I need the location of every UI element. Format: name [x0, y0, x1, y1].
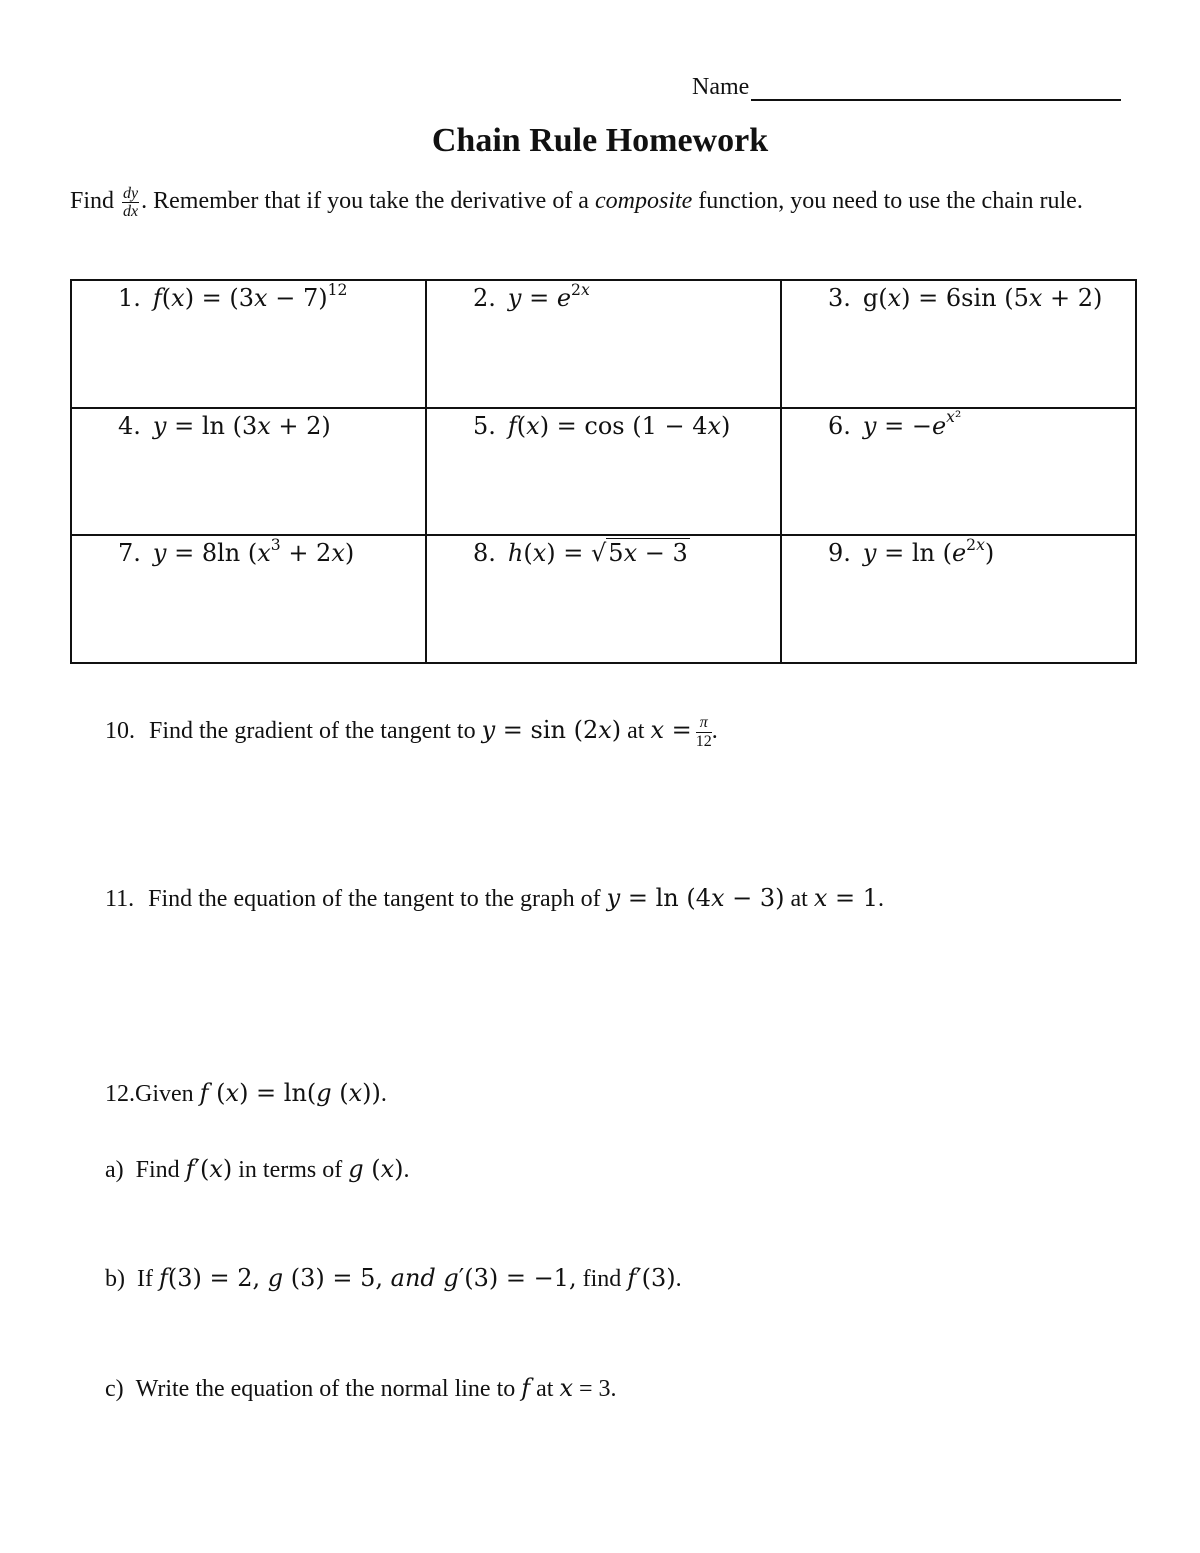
problem-cell-5[interactable]: 5. 𝑓(𝑥) = cos (1 − 4𝑥)	[426, 408, 781, 536]
question-11: 11. Find the equation of the tangent to the graph of 𝑦 = ln (4𝑥 − 3) at 𝑥 = 1.	[105, 884, 885, 912]
problem-expr: 𝑓(𝑥) = cos (1 − 4𝑥)	[507, 411, 731, 440]
problem-cell-4[interactable]: 4. 𝑦 = ln (3𝑥 + 2)	[71, 408, 426, 536]
problem-expr: ℎ(𝑥) =	[507, 539, 591, 568]
problem-cell-7[interactable]: 7. 𝑦 = 8ln (𝑥$^3$ + 2𝑥)	[71, 535, 426, 663]
problem-expr: 𝑓(𝑥) = (3𝑥 − 7)	[152, 284, 328, 312]
pi-over-12-fraction: $\frac{\pi}{12}$	[695, 714, 712, 750]
problem-cell-8[interactable]: 8. ℎ(𝑥) = √5𝑥 − 3	[426, 535, 781, 663]
problem-expr: 𝑦 = −𝑒	[862, 411, 947, 440]
problem-grid	[70, 279, 1137, 664]
problem-expr: 𝑦 = 𝑒	[507, 284, 572, 312]
name-field[interactable]	[692, 74, 1121, 101]
page-title: Chain Rule Homework	[431, 122, 769, 159]
square-root: √5𝑥 − 3	[591, 539, 688, 568]
problem-expr: 𝑦 = ln (𝑒	[862, 539, 967, 568]
problem-cell-3[interactable]: 3. g(𝑥) = 6sin (5𝑥 + 2)	[781, 280, 1136, 408]
instructions: Find $\frac{dy}{dx}$ . Remember that if you take the derivative of a composite function, you need to use the chain rule.	[70, 184, 1083, 220]
problem-cell-6[interactable]: 6. 𝑦 = −𝑒$^{𝑥^2}$	[781, 408, 1136, 536]
problem-cell-2[interactable]: 2. 𝑦 = 𝑒$^{2𝑥}$	[426, 280, 781, 408]
question-10: 10. Find the gradient of the tangent to 𝑦 = sin (2𝑥) at 𝑥 = $\frac{\pi}{12}$ .	[105, 714, 718, 750]
question-12b: b) If 𝑓(3) = 2, 𝑔 (3) = 5, 𝑎𝑛𝑑 𝑔′(3) = −1, find 𝑓′(3).	[105, 1264, 682, 1292]
question-12: 12.Given 𝑓 (𝑥) = ln(𝑔 (𝑥)).	[105, 1079, 387, 1107]
question-12c: c) Write the equation of the normal line to 𝑓 at 𝑥 = 3.	[105, 1374, 617, 1402]
dy-dx-fraction: $\frac{dy}{dx}$	[123, 184, 139, 220]
problem-expr: 𝑦 = ln (3𝑥 + 2)	[152, 411, 331, 440]
problem-expr: g(𝑥) = 6sin (5𝑥 + 2)	[862, 284, 1103, 312]
problem-cell-9[interactable]: 9. 𝑦 = ln (𝑒$^{2𝑥}$)	[781, 535, 1136, 663]
problem-expr: 𝑦 = 8ln (𝑥	[152, 539, 271, 568]
name-label: Name	[692, 74, 750, 100]
name-blank-line[interactable]	[751, 75, 1121, 101]
question-12a: a) Find 𝑓′(𝑥) in terms of 𝑔 (𝑥).	[105, 1155, 410, 1183]
problem-cell-1[interactable]: 1. 𝑓(𝑥) = (3𝑥 − 7)$^{12}$	[71, 280, 426, 408]
